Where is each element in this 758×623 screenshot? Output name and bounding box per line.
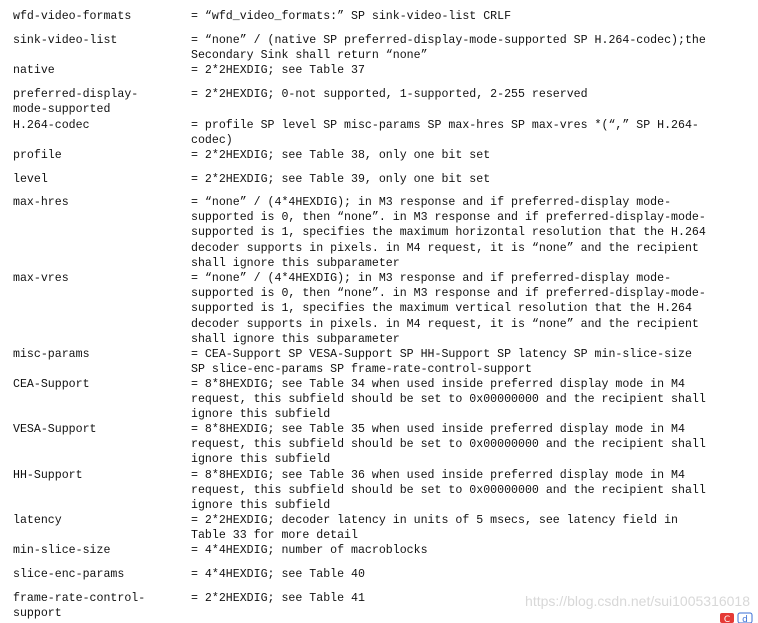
term-label: HH-Support xyxy=(13,469,83,482)
term-label: slice-enc-params xyxy=(13,568,125,581)
definition-text: = 8*8HEXDIG; see Table 34 when used inside preferred display mode in M4 request, this subfield should be set to 0x00000000 and the recipient shall ignore this subfield xyxy=(191,378,706,422)
term-label: latency xyxy=(13,514,62,527)
svg-text:C: C xyxy=(723,615,731,623)
term-label: frame-rate-control- support xyxy=(13,592,146,620)
term-label: min-slice-size xyxy=(13,544,111,557)
svg-text:d: d xyxy=(742,615,748,623)
definition-text: = 2*2HEXDIG; 0-not supported, 1-supported, 2-255 reserved xyxy=(191,88,588,101)
definition-text: = 8*8HEXDIG; see Table 36 when used inside preferred display mode in M4 request, this subfield should be set to 0x00000000 and the recipient shall ignore this subfield xyxy=(191,469,706,513)
term-label: CEA-Support xyxy=(13,378,90,391)
term-label: wfd-video-formats xyxy=(13,10,132,23)
definition-text: = 4*4HEXDIG; number of macroblocks xyxy=(191,544,428,557)
definition-text: = 2*2HEXDIG; decoder latency in units of 5 msecs, see latency field in Table 33 for more detail xyxy=(191,514,679,543)
site-logo-icon xyxy=(716,607,756,623)
definition-text: = 8*8HEXDIG; see Table 35 when used inside preferred display mode in M4 request, this subfield should be set to 0x00000000 and the recipient shall ignore this subfield xyxy=(191,423,706,467)
definition-text: = 2*2HEXDIG; see Table 39, only one bit set xyxy=(191,173,491,186)
definition-text: = profile SP level SP misc-params SP max-hres SP max-vres *(“,” SP H.264- codec) xyxy=(191,119,699,148)
term-label: max-hres xyxy=(13,196,69,209)
term-label: level xyxy=(13,173,48,186)
term-label: H.264-codec xyxy=(13,119,90,132)
term-label: preferred-display- mode-supported xyxy=(13,88,139,116)
definition-text: = 2*2HEXDIG; see Table 41 xyxy=(191,592,365,605)
definition-text: = “none” / (4*4HEXDIG); in M3 response and if preferred-display mode- supported is 0, then “none”. in M3 response and if preferred-display-mode- supported is 1, specifies the maximum vertical resolution that the H.264 decoder supports in pixels. in M4 request, it is “none” and the recipient shall ignore this subparameter xyxy=(191,272,706,346)
definition-text: = “none” / (native SP preferred-display-mode-supported SP H.264-codec);the Secondary Sink shall return “none” xyxy=(191,34,706,63)
term-label: profile xyxy=(13,149,62,162)
term-label: native xyxy=(13,64,55,77)
definition-text: = “none” / (4*4HEXDIG); in M3 response and if preferred-display mode- supported is 0, then “none”. in M3 response and if preferred-display-mode- supported is 1, specifies the maximum horizontal resolution that the H.264 decoder supports in pixels. in M4 request, it is “none” and the recipient shall ignore this subparameter xyxy=(191,196,706,270)
term-label: misc-params xyxy=(13,348,90,361)
definition-text: = 2*2HEXDIG; see Table 38, only one bit set xyxy=(191,149,491,162)
definition-text: = 4*4HEXDIG; see Table 40 xyxy=(191,568,365,581)
definition-text: = 2*2HEXDIG; see Table 37 xyxy=(191,64,365,77)
term-label: VESA-Support xyxy=(13,423,97,436)
watermark-url: https://blog.csdn.net/sui1005316018 xyxy=(525,593,750,609)
definition-text: = CEA-Support SP VESA-Support SP HH-Support SP latency SP min-slice-size SP slice-enc-params SP frame-rate-control-support xyxy=(191,348,692,377)
term-label: sink-video-list xyxy=(13,34,118,47)
term-label: max-vres xyxy=(13,272,69,285)
definition-text: = “wfd_video_formats:” SP sink-video-list CRLF xyxy=(191,10,512,23)
